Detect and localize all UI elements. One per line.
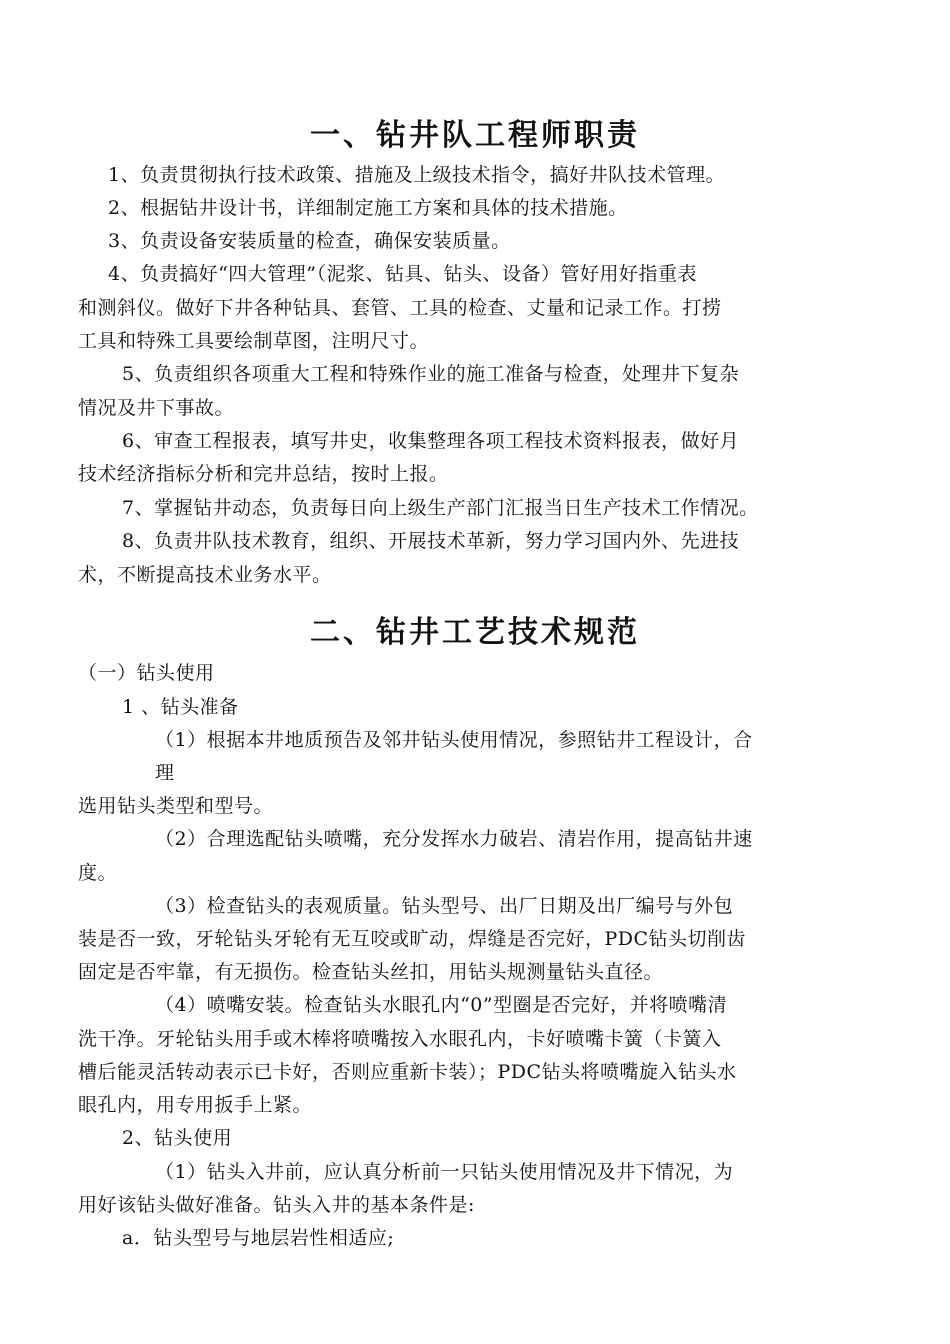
section1-line: 4、负责搞好“四大管理”（泥浆、钻具、钻头、设备）管好用好指重表 bbox=[108, 263, 698, 285]
section1-line: 情况及井下事故。 bbox=[78, 397, 235, 419]
section1-line: 3、负责设备安装质量的检查，确保安装质量。 bbox=[108, 230, 511, 252]
section1-line: 和测斜仪。做好下井各种钻具、套管、工具的检查、丈量和记录工作。打捞 bbox=[78, 297, 722, 319]
section2-line: a．钻头型号与地层岩性相适应; bbox=[122, 1227, 395, 1249]
section1-line: 术，不断提高技术业务水平。 bbox=[78, 564, 332, 586]
section1-title: 一、钻井队工程师职责 bbox=[310, 118, 640, 153]
section2-line: 选用钻头类型和型号。 bbox=[78, 795, 274, 817]
section1-line: 8、负责井队技术教育，组织、开展技术革新，努力学习国内外、先进技 bbox=[122, 530, 740, 552]
section2-line: （3）检查钻头的表观质量。钻头型号、出厂日期及出厂编号与外包 bbox=[155, 895, 734, 917]
section2-line: 装是否一致，牙轮钻头牙轮有无互咬或旷动，焊缝是否完好，PDC钻头切削齿 bbox=[78, 928, 747, 950]
section1-line: 工具和特殊工具要绘制草图，注明尺寸。 bbox=[78, 330, 430, 352]
section2-line: 槽后能灵活转动表示已卡好，否则应重新卡装）；PDC钻头将喷嘴旋入钻头水 bbox=[78, 1061, 737, 1083]
section2-line: 眼孔内，用专用扳手上紧。 bbox=[78, 1094, 313, 1116]
section2-line: 理 bbox=[155, 762, 175, 784]
section2-line: 度。 bbox=[78, 862, 118, 884]
section1-line: 5、负责组织各项重大工程和特殊作业的施工准备与检查，处理井下复杂 bbox=[122, 363, 740, 385]
section2-line: （1）钻头入井前，应认真分析前一只钻头使用情况及井下情况，为 bbox=[155, 1161, 734, 1183]
section2-title: 二、钻井工艺技术规范 bbox=[310, 615, 640, 650]
section2-line: （1）根据本井地质预告及邻井钻头使用情况，参照钻井工程设计，合 bbox=[155, 729, 753, 751]
section2-line: （一）钻头使用 bbox=[78, 662, 215, 684]
section2-line: （4）喷嘴安装。检查钻头水眼孔内“0”型圈是否完好，并将喷嘴清 bbox=[155, 994, 728, 1016]
section2-line: 1 、钻头准备 bbox=[122, 696, 239, 718]
section2-line: 固定是否牢靠，有无损伤。检查钻头丝扣，用钻头规测量钻头直径。 bbox=[78, 961, 664, 983]
section1-line: 6、审查工程报表，填写井史，收集整理各项工程技术资料报表，做好月 bbox=[122, 430, 740, 452]
section1-line: 1、负责贯彻执行技术政策、措施及上级技术指令，搞好井队技术管理。 bbox=[108, 164, 726, 186]
section1-line: 7、掌握钻井动态，负责每日向上级生产部门汇报当日生产技术工作情况。 bbox=[122, 497, 759, 519]
section1-line: 技术经济指标分析和完井总结，按时上报。 bbox=[78, 463, 449, 485]
section2-line: 洗干净。牙轮钻头用手或木棒将喷嘴按入水眼孔内，卡好喷嘴卡簧（卡簧入 bbox=[78, 1028, 722, 1050]
section2-line: （2）合理选配钻头喷嘴，充分发挥水力破岩、清岩作用，提高钻井速 bbox=[155, 828, 753, 850]
section1-line: 2、根据钻井设计书，详细制定施工方案和具体的技术措施。 bbox=[108, 197, 628, 219]
section2-line: 2、钻头使用 bbox=[122, 1127, 233, 1149]
section2-line: 用好该钻头做好准备。钻头入井的基本条件是: bbox=[78, 1194, 475, 1216]
